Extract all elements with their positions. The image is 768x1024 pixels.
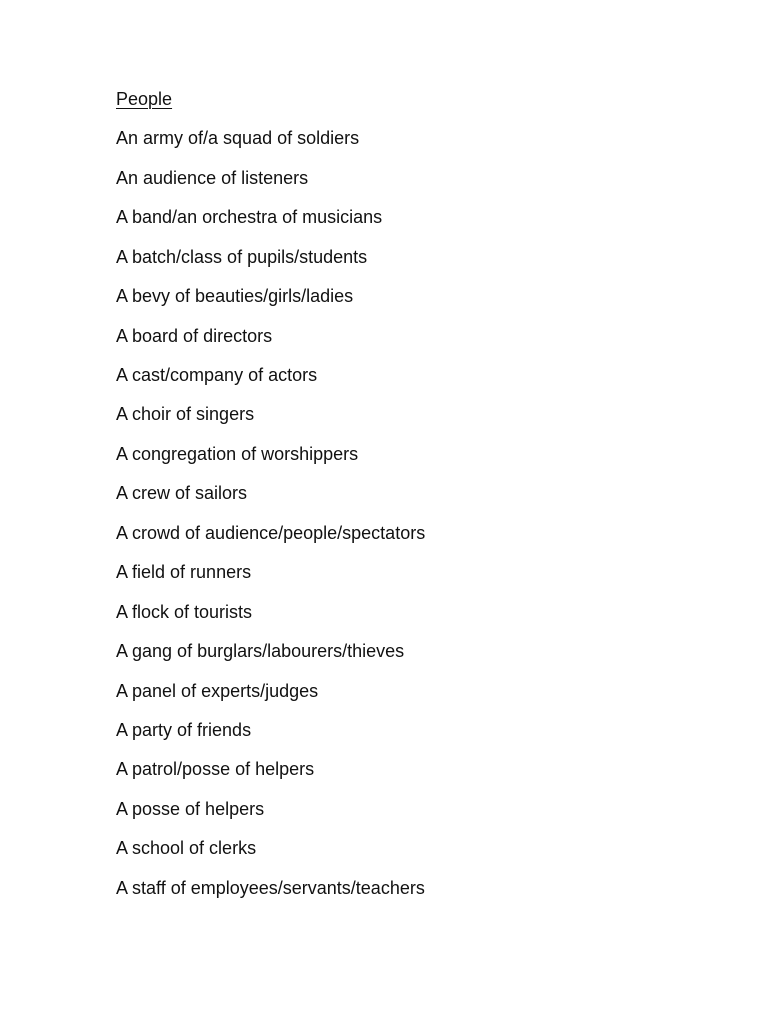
list-item: A board of directors <box>116 325 273 346</box>
list-item: A staff of employees/servants/teachers <box>116 877 425 898</box>
list-item: A panel of experts/judges <box>116 680 319 701</box>
list-item: A crew of sailors <box>116 483 248 504</box>
list-item: A party of friends <box>116 719 252 740</box>
list-item: A gang of burglars/labourers/thieves <box>116 641 405 662</box>
list-item: A school of clerks <box>116 838 257 859</box>
list-item: A crowd of audience/people/spectators <box>116 522 426 543</box>
document-content <box>116 86 716 914</box>
list-item: A posse of helpers <box>116 798 265 819</box>
list-item: A congregation of worshippers <box>116 443 359 464</box>
list-item: A band/an orchestra of musicians <box>116 207 383 228</box>
list-item: An audience of listeners <box>116 167 309 188</box>
list-item: A patrol/posse of helpers <box>116 759 315 780</box>
collective-nouns-list <box>116 125 716 914</box>
list-item: A batch/class of pupils/students <box>116 246 368 267</box>
list-item: A choir of singers <box>116 404 255 425</box>
list-item: A bevy of beauties/girls/ladies <box>116 286 354 307</box>
list-item: An army of/a squad of soldiers <box>116 128 360 149</box>
list-item: A cast/company of actors <box>116 365 318 386</box>
list-item: A flock of tourists <box>116 601 253 622</box>
list-item: A field of runners <box>116 562 252 583</box>
section-heading: People <box>116 89 173 109</box>
